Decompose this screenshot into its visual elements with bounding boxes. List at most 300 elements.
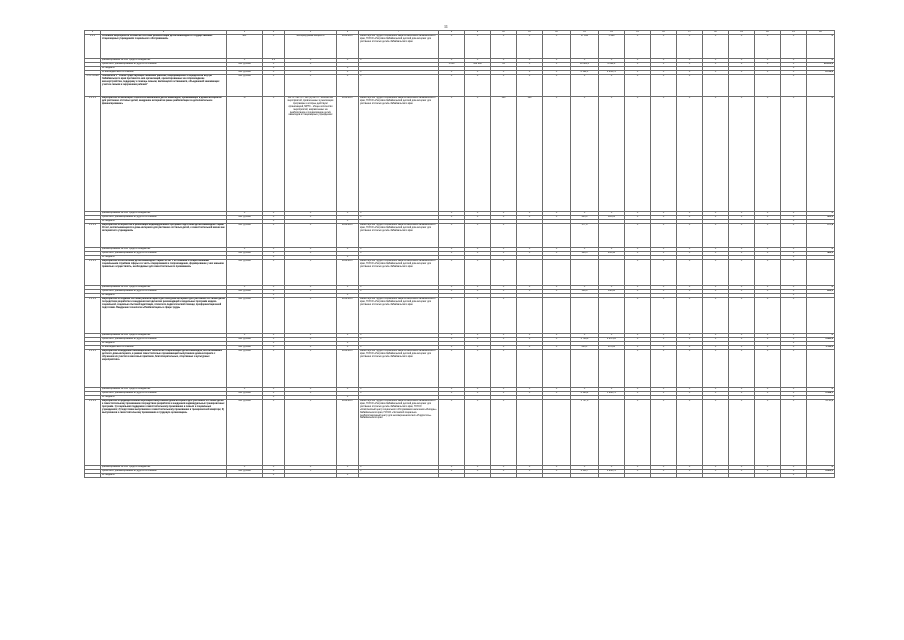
table-cell: Х [599,286,625,290]
table-cell: Х [651,286,677,290]
table-cell: 380,0 [807,252,835,256]
table-cell: Х [755,388,781,392]
table-cell: Х [517,388,543,392]
table-cell: Х [807,97,835,212]
table-cell: Х [359,388,439,392]
table-cell [543,298,571,334]
header-cell: 14 [599,31,625,35]
table-cell: Х [359,252,439,256]
table-cell [359,474,439,478]
table-cell: Х [781,59,807,63]
table-cell: Х [703,466,729,470]
table-cell: Х [703,350,729,388]
table-cell: Х [625,470,651,474]
table-cell [755,75,781,97]
table-cell: Х [781,294,807,298]
table-cell: Х [517,346,543,350]
table-cell: Х [729,338,755,342]
table-cell: тыс. рублей [227,224,263,248]
table-cell: Х [755,216,781,220]
table-cell: Х [439,466,465,470]
table-cell: Х [781,97,807,212]
table-cell: Х [781,342,807,346]
table-cell: 177,9 [807,224,835,248]
table-cell: Х [807,286,835,290]
table-cell: Х [755,35,781,59]
table-cell: Х [263,290,285,294]
header-cell: 13 [571,31,599,35]
table-cell: финансирование за счет средств «Бюджета» [101,334,227,338]
header-cell: 10 [491,31,517,35]
table-cell: Х [651,97,677,212]
table-cell: 1.5.1.6 [85,400,101,466]
table-cell: 950 000 [465,63,491,67]
table-cell: Х [263,216,285,220]
table-cell: Х [703,338,729,342]
table-cell: Х [491,338,517,342]
table-row [85,75,835,97]
table-cell: Х [703,392,729,396]
table-cell: Х [729,216,755,220]
table-cell: тыс. рублей [227,71,263,75]
table-cell: Х [465,224,491,248]
table-cell: Х [781,260,807,286]
table-cell: Х [651,71,677,75]
table-cell: Х [337,71,359,75]
table-cell: Х [703,97,729,212]
table-cell: Х [703,216,729,220]
table-cell: Х [491,248,517,252]
table-cell: тыс. рублей [227,260,263,286]
table-cell: Х [729,392,755,396]
table-cell: Х [543,338,571,342]
table-cell: Х [439,338,465,342]
table-cell: Х [543,75,571,97]
table-cell: Х [491,392,517,396]
table-cell: Х [263,286,285,290]
table-cell: Х [263,400,285,466]
table-cell: 2016-2017 [337,224,359,248]
table-cell: Х [651,466,677,470]
table-cell: 1.5.1.5 [85,350,101,388]
table-cell: Х [439,59,465,63]
table-cell [807,298,835,334]
table-cell: Х [703,290,729,294]
table-cell: Х [543,470,571,474]
table-cell: Х [755,470,781,474]
table-cell: Х [465,75,491,97]
table-cell: Х [807,388,835,392]
table-cell: Х [359,286,439,290]
table-cell: Х [491,252,517,256]
table-cell: Х [703,35,729,59]
table-cell: Х [285,63,337,67]
table-cell: Х [263,252,285,256]
table-cell: Х [517,286,543,290]
table-cell: Министерство труда и социальной защиты населения Забайкальского края, ГСУСО «Петровск-Забайкальский детский дом-интернат для умственно отсталых детей» Забайкальского края [359,350,439,388]
table-cell: МРТС / МРТС / 100 (1) МРТС - количество мероприятий, привлеченных к реализации программы и которые действуют организацией, МРТС - общее количество мероприятий, направленных на реабилитацию и социализацию детей-инвалидов в стационарных учреждениях [285,97,337,212]
table-row [85,298,835,334]
table-cell [729,474,755,478]
table-cell: Х [263,294,285,298]
table-cell: Х [337,346,359,350]
table-cell: 139,9 [571,290,599,294]
table-cell [543,400,571,466]
table-cell: Х [263,212,285,216]
table-cell [517,260,543,286]
table-cell: Х [755,63,781,67]
table-cell [517,224,543,248]
table-cell: 146,3 [571,252,599,256]
table-cell: 6 099,1 [807,392,835,396]
table-cell: Мероприятие «Обеспечение детей-инвалидов старше 18 лет с их семьями и общественными социальными службами сферы и в часть оперирования в сопровождении, формирование у них навыков правильно осуществлять, необходимых для самостоятельного проживания» [101,260,227,286]
table-cell: Мероприятие «Внедрение инновационных технологий социализации детей-инвалидов, воспитываемых детского дома-интерната, в рамках самостоятельно проживающей выпускников дома-интерната с обучением их участия в массовых практиках, благотворительных, спортивных и культурных мероприятиях» [101,350,227,388]
table-cell: Х [465,35,491,59]
table-cell: Х [543,388,571,392]
table-cell: Х [755,224,781,248]
table-cell [571,260,599,286]
table-cell: Х [755,212,781,216]
table-cell [571,298,599,334]
table-cell: Министерство труда и социальной защиты населения Забайкальского края, ГСУСО «Петровск-Забайкальский детский дом-интернат для умственно отсталых детей» Забайкальского края [359,97,439,212]
table-cell: Х [263,396,285,400]
table-cell: Х [285,286,337,290]
table-cell: Х [359,338,439,342]
table-cell: Х [285,75,337,97]
table-cell: из бюджета [101,474,227,478]
table-cell: 185,21 [599,216,625,220]
table-cell: 2016-2017 [337,298,359,334]
table-cell [807,474,835,478]
table-cell: Х [337,59,359,63]
table-cell: Х [517,392,543,396]
table-cell: Х [543,35,571,59]
table-cell: Х [465,260,491,286]
table-cell: Х [517,216,543,220]
table-cell: Х [227,388,263,392]
table-cell: Х [465,252,491,256]
table-cell: Х [781,388,807,392]
table-cell: Х [465,346,491,350]
table-cell: Х [677,470,703,474]
table-cell: Х [677,346,703,350]
table-cell: Х [651,346,677,350]
table-cell: Х [677,350,703,388]
table-cell: Х [781,334,807,338]
table-cell: Х [781,396,807,400]
table-cell: Х [439,216,465,220]
table-cell: Х [703,71,729,75]
table-cell: 28 201,6 [807,63,835,67]
table-cell: Х [781,466,807,470]
table-cell: Х [285,350,337,388]
table-cell: Х [465,338,491,342]
table-cell: Х [543,71,571,75]
table-cell: Х [359,248,439,252]
table-cell: Х [337,474,359,478]
table-cell: Х [543,286,571,290]
table-cell: Х [439,388,465,392]
table-cell: проектного, финансирования из других источников [101,216,227,220]
table-cell: Х [571,388,599,392]
table-cell: Х [285,252,337,256]
table-cell: Х [263,224,285,248]
table-cell: 61 [491,63,517,67]
table-cell: Х [599,334,625,338]
table-cell: Х [543,346,571,350]
table-cell: Х [755,97,781,212]
table-cell: Х [543,216,571,220]
table-cell: 1.5.1.ЛСМБ [85,75,101,97]
table-cell: тыс. рублей [227,392,263,396]
table-cell: Х [439,71,465,75]
table-cell: из бюджета [101,396,227,400]
table-cell: Х [517,252,543,256]
table-cell [599,474,625,478]
table-cell [755,474,781,478]
table-cell: 9 904,4 [807,470,835,474]
table-cell: 2 644,73 [599,71,625,75]
table-cell: Х [625,212,651,216]
table-cell: Х [599,75,625,97]
table-cell: 643,1 [571,346,599,350]
table-cell: Х [651,338,677,342]
table-cell [517,400,543,466]
table-cell: 601,2 [807,216,835,220]
table-cell: Х [491,71,517,75]
table-cell: Х [337,75,359,97]
table-cell [599,298,625,334]
table-cell: Х [263,97,285,212]
table-cell: Х [807,35,835,59]
table-cell: Х [781,290,807,294]
table-cell: 140,00 [599,290,625,294]
table-cell [677,474,703,478]
table-cell: Х [677,392,703,396]
table-cell: проектного, финансирования из других источников [101,63,227,67]
table-cell: Х [755,350,781,388]
table-cell: Х [651,35,677,59]
table-cell: Х [263,334,285,338]
table-cell: Х [703,470,729,474]
table-cell: Х [625,346,651,350]
table-cell: Х [677,224,703,248]
table-cell: Х [755,466,781,470]
table-cell: Х [359,71,439,75]
table-cell: Х [625,97,651,212]
table-cell: Х [465,212,491,216]
table-cell: Х [729,224,755,248]
table-cell: Х [651,75,677,97]
table-cell: Х [599,466,625,470]
table-cell: Х [491,290,517,294]
table-cell: Х [677,388,703,392]
table-cell: ассоциируемая мощность [285,35,337,59]
table-cell: Х [781,350,807,388]
table-cell [517,350,543,388]
table-cell: Х [465,97,491,212]
table-cell: Х [337,256,359,260]
table-cell: Х [781,256,807,260]
table-cell: Х [227,248,263,252]
table-cell: Х [337,212,359,216]
table-cell: Х [755,248,781,252]
table-cell: Х [285,338,337,342]
table-cell: Х [263,470,285,474]
page-number: 11 [444,24,448,29]
table-cell: финансирование за счет средств «Бюджета» [101,59,227,63]
table-cell: проектного, финансирования из других источников [101,338,227,342]
table-cell: Х [729,466,755,470]
table-cell: Министерство труда и социальной защиты населения Забайкальского края, ГСУСО «Петровск-Забайкальский детский дом-интернат для умственно отсталых детей» Забайкальского края, ГСУСО «Комплексный центр социального обслуживания населения «Ингода»» Забайкальского края, ГСУСО «Читинский социально-реабилитационный центр для несовершеннолетних «Подросток»» Забайкальского края [359,400,439,466]
table-cell [807,75,835,97]
table-row [85,260,835,286]
table-cell: Х [465,290,491,294]
table-cell: Х [465,388,491,392]
table-cell: Х [337,342,359,346]
table-cell: Х [651,212,677,216]
table-cell: Х [285,298,337,334]
table-cell: Х [263,220,285,224]
table-cell: Х [729,334,755,338]
table-cell: 6 113,7 [571,470,599,474]
table-cell: Х [465,59,491,63]
table-cell: 280,0 [807,290,835,294]
table-cell: Х [651,252,677,256]
table-cell: Х [491,334,517,338]
table-cell: 1.5.1.1 [85,97,101,212]
table-cell: Х [755,260,781,286]
table-cell: Х [337,67,359,71]
table-cell: Х [227,466,263,470]
table-cell: Х [651,59,677,63]
table-cell: Х [263,75,285,97]
table-cell: Х [465,400,491,466]
table-cell: 1 113,0 [807,346,835,350]
table-cell: Х [491,388,517,392]
table-cell: Х [285,400,337,466]
table-cell: Х [781,224,807,248]
table-cell: Х [263,466,285,470]
table-cell: 100 [517,97,543,212]
table-cell: Х [263,256,285,260]
table-cell: Х [807,334,835,338]
table-cell: Х [677,466,703,470]
table-cell: Х [263,474,285,478]
table-cell: тыс. рублей [227,75,263,97]
table-cell: Х [781,75,807,97]
table-cell: Х [755,298,781,334]
table-cell: Министерство труда и социальной защиты населения Забайкальского края, ГСУСО «Петровск-Забайкальский детский дом-интернат для умственно отсталых детей» Забайкальского края [359,298,439,334]
table-cell: тыс. рублей [227,298,263,334]
table-cell: Х [781,248,807,252]
table-cell: Х [625,334,651,338]
table-cell: Х [263,63,285,67]
table-cell: Х [677,212,703,216]
table-cell: Х [491,75,517,97]
table-cell: Х [517,75,543,97]
table-cell: Х [439,298,465,334]
table-cell: Х [677,286,703,290]
table-cell: Х [491,470,517,474]
table-cell: Х [755,338,781,342]
table-cell: Х [465,334,491,338]
table-cell: тыс. рублей [227,400,263,466]
table-cell: Х [359,59,439,63]
table-cell: Х [703,59,729,63]
table-cell: Х [227,286,263,290]
table-cell: Мероприятие «Предварительная апробация выпускников дома-интерната для умственно отсталых детей к самостоятельному проживанию посредством разработки и внедрения индивидуальных тренировочных программ. 1) социальная поддержка к самостоятельному проживанию в семьях и социальных учреждениях; 2) подготовка выпускников к самостоятельному проживанию в тренировочной квартире; 3) выпускников к самостоятельному проживанию в трудовую организацию» [101,400,227,466]
table-cell: Х [599,388,625,392]
table-cell: Х [571,97,599,212]
table-cell: Х [359,466,439,470]
table-cell [625,474,651,478]
table-cell: Х [359,470,439,474]
header-cell: 6 [337,31,359,35]
table-cell [729,75,755,97]
table-cell: Х [703,388,729,392]
table-cell: из бюджета [101,220,227,224]
table-cell: Х [491,212,517,216]
table-cell: Х [781,220,807,224]
table-cell: Х [263,346,285,350]
table-cell: Х [625,388,651,392]
table-cell: Х [781,470,807,474]
table-cell: Х [677,334,703,338]
table-cell [571,350,599,388]
table-cell: 177,9 [571,224,599,248]
table-cell: Мероприятие «Реализация технологий выявления детей-инвалидов, проживающих в домах-интернатах для умственно отсталых детей, внедрение интернатом ранее реабилитации за дополнительное финансирование» [101,97,227,212]
table-cell: Х [677,71,703,75]
table-cell: Х [543,466,571,470]
table-cell: Х [625,286,651,290]
table-cell: Х [703,248,729,252]
table-cell: Х [543,63,571,67]
header-cell: 16 [651,31,677,35]
header-cell: 1 [85,31,101,35]
table-cell: тыс. рублей [227,252,263,256]
table-cell: Х [337,388,359,392]
table-cell: Х [729,71,755,75]
table-cell: 3 995,6 [807,338,835,342]
table-cell: 1 717,0 [807,400,835,466]
table-cell: Х [651,63,677,67]
table-cell [807,350,835,388]
table-cell [651,474,677,478]
table-cell: тыс. рублей [227,216,263,220]
table-cell: Х [571,248,599,252]
table-cell: Х [781,400,807,466]
table-cell: Х [337,220,359,224]
table-cell: Х [439,350,465,388]
table-cell: Х [781,346,807,350]
header-cell: 5 [285,31,337,35]
table-cell: Х [571,75,599,97]
table-cell: Х [729,248,755,252]
table-cell: Х [439,224,465,248]
table-cell: Х [755,286,781,290]
table-cell: проектного, финансирования из других источников [101,252,227,256]
table-cell: Х [729,63,755,67]
table-cell: Х [465,286,491,290]
table-cell: Х [439,334,465,338]
table-cell: Х [625,35,651,59]
table-cell: Х [781,286,807,290]
table-cell: Х [625,338,651,342]
table-cell: Х [703,400,729,466]
table-cell: Х [729,350,755,388]
table-cell: тыс. рублей [227,63,263,67]
